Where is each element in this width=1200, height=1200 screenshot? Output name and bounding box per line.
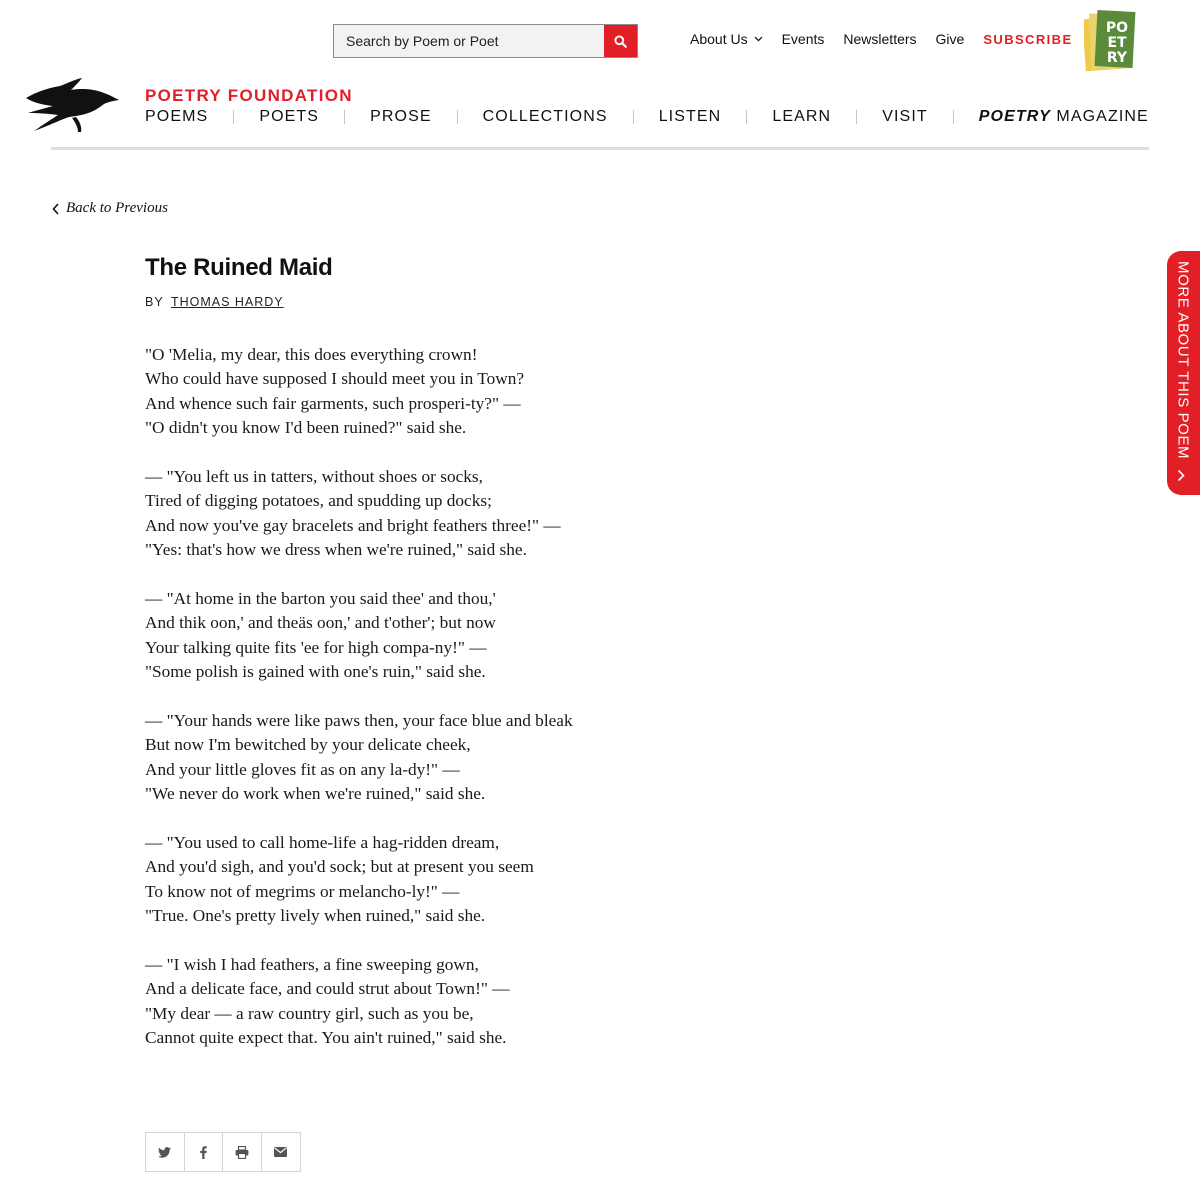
email-icon [274,1147,287,1157]
poem-line: "True. One's pretty lively when ruined," said she. [145,905,486,925]
poem-line: — "Your hands were like paws then, your face blue and bleak [145,710,573,730]
poem-line: Cannot quite expect that. You ain't ruined," said she. [145,1027,507,1047]
poem-line: Your talking quite fits 'ee for high compa-ny!" — [145,637,487,657]
more-tab-label: MORE ABOUT THIS POEM [1174,261,1192,460]
nav-divider [233,110,234,124]
about-us-link[interactable] [690,31,763,47]
twitter-icon [158,1147,171,1158]
stanza [145,465,573,563]
main-nav [145,108,1149,126]
poem-line: Who could have supposed I should meet you in Town? [145,369,525,389]
poem-body [145,343,573,1075]
nav-item-poets[interactable]: POETS [259,108,320,125]
poem-line: — "At home in the barton you said thee' and thou,' [145,588,496,608]
stanza [145,343,573,441]
print-button[interactable] [223,1133,262,1171]
give-link[interactable]: Give [935,31,965,47]
poem-title: The Ruined Maid [145,254,333,281]
poem-line: "O didn't you know I'd been ruined?" said she. [145,418,467,438]
nav-item-visit[interactable]: VISIT [882,108,928,125]
badge-text-2: ET [1107,35,1127,51]
events-link[interactable]: Events [781,31,825,47]
poem-line: And thik oon,' and theäs oon,' and t'other'; but now [145,613,496,633]
badge-text-1: PO [1105,20,1129,36]
about-us-label: About Us [690,31,748,47]
newsletters-link[interactable]: Newsletters [843,31,917,47]
utility-nav [690,31,1092,47]
stanza [145,953,573,1051]
nav-item-poetry-magazine[interactable] [979,108,1149,126]
poem-line: But now I'm bewitched by your delicate cheek, [145,735,471,755]
poetry-magazine-badge[interactable] [1084,10,1136,72]
poem-line: "O 'Melia, my dear, this does everything crown! [145,345,478,364]
poem-line: "My dear — a raw country girl, such as you be, [145,1003,474,1023]
header-divider [51,147,1149,150]
poem-line: — "I wish I had feathers, a fine sweeping gown, [145,954,479,974]
back-to-previous-link[interactable] [52,200,168,217]
nav-item-listen[interactable]: LISTEN [658,108,722,125]
nav-item-poems[interactable]: POEMS [145,108,209,125]
nav-item-prose[interactable]: PROSE [370,108,432,125]
chevron-right-icon [1177,469,1185,482]
by-label: BY [145,295,164,309]
pegasus-logo-icon[interactable] [24,76,120,134]
poem-line: And whence such fair garments, such prosperi-ty?" — [145,393,521,413]
poem-line: "We never do work when we're ruined," said she. [145,784,486,804]
poem-line: "Yes: that's how we dress when we're ruined," said she. [145,540,527,560]
more-about-this-poem-tab[interactable] [1167,251,1200,495]
back-link-label: Back to Previous [66,200,168,216]
stanza [145,831,573,929]
print-icon [235,1146,249,1159]
byline [145,295,284,309]
share-twitter-button[interactable] [146,1133,185,1171]
nav-item-learn[interactable]: LEARN [772,108,832,125]
poem-line: And a delicate face, and could strut about Town!" — [145,979,510,999]
share-email-button[interactable] [262,1133,301,1171]
search-box [333,24,638,58]
nav-divider [633,110,634,124]
poem-line: — "You left us in tatters, without shoes or socks, [145,466,483,486]
nav-divider [344,110,345,124]
poem-line: And your little gloves fit as on any la-dy!" — [145,759,460,779]
nav-divider [457,110,458,124]
author-link[interactable]: THOMAS HARDY [170,295,284,309]
nav-item-collections[interactable]: COLLECTIONS [482,108,608,125]
poem-line: And you'd sigh, and you'd sock; but at present you seem [145,857,534,877]
search-input[interactable] [334,25,604,57]
stanza [145,587,573,685]
facebook-icon [200,1146,207,1159]
magazine-label: MAGAZINE [1050,108,1149,125]
search-icon [614,35,627,48]
magazine-em-label: POETRY [978,108,1051,125]
poem-line: — "You used to call home-life a hag-ridden dream, [145,832,500,852]
badge-text-3: RY [1106,50,1128,66]
search-button[interactable] [604,25,637,57]
poem-line: Tired of digging potatoes, and spudding up docks; [145,491,492,511]
subscribe-link[interactable]: SUBSCRIBE [983,31,1073,47]
poem-line: To know not of megrims or melancho-ly!" — [145,881,460,901]
nav-divider [856,110,857,124]
stanza [145,709,573,807]
brand-name[interactable]: POETRY FOUNDATION [145,86,353,105]
nav-divider [953,110,954,124]
poem-line: And now you've gay bracelets and bright feathers three!" — [145,515,561,535]
nav-divider [746,110,747,124]
chevron-left-icon [52,203,59,215]
share-bar [145,1132,301,1172]
share-facebook-button[interactable] [185,1133,224,1171]
chevron-down-icon [754,36,763,42]
poem-line: "Some polish is gained with one's ruin," said she. [145,662,486,682]
